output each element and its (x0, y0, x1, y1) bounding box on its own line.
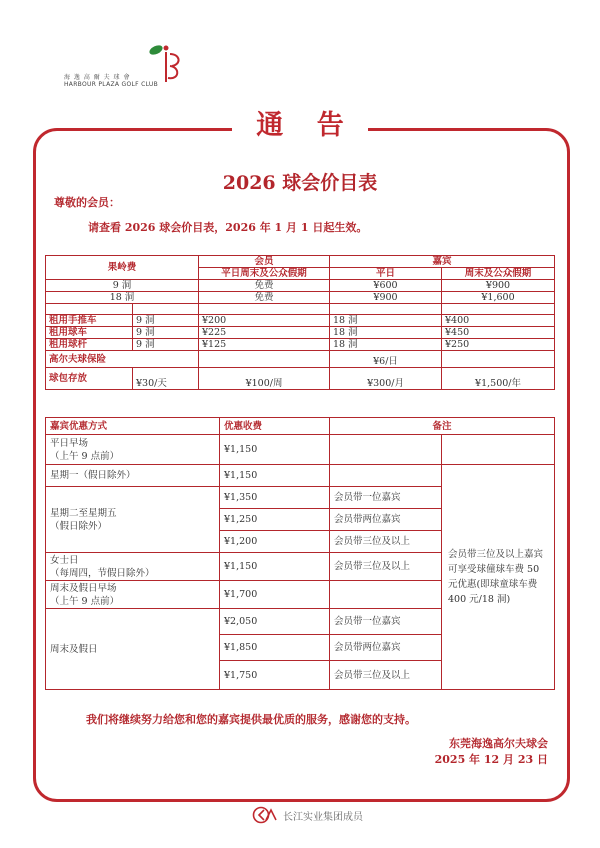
table-row (46, 339, 555, 351)
guest-weekend-cell: ¥900 (442, 280, 555, 292)
table-row (46, 327, 555, 339)
rental-item: 租用球车 (46, 327, 133, 339)
insurance-price: ¥6/日 (330, 351, 442, 368)
discount-method (46, 435, 220, 465)
green-fee-label: 果岭费 (46, 256, 199, 280)
discount-fee: ¥1,350 (220, 487, 330, 509)
golf-club-logo-icon (146, 42, 186, 86)
logo-english-name: HARBOUR PLAZA GOLF CLUB (64, 81, 159, 88)
salutation: 尊敬的会员： (54, 196, 120, 209)
discount-fee: ¥1,200 (220, 531, 330, 553)
guest-weekend-cell: ¥1,600 (442, 292, 555, 304)
discount-fee: ¥1,750 (220, 661, 330, 690)
rental-holes-18: 18 洞 (330, 315, 442, 327)
logo-chinese-name: 海 逸 高 爾 夫 球 會 (64, 74, 131, 81)
discount-method (46, 487, 220, 553)
discount-method: 星期一（假日除外） (46, 465, 220, 487)
discount-fee: ¥1,850 (220, 635, 330, 661)
rental-item: 租用手推车 (46, 315, 133, 327)
bag-storage-weekly: ¥100/周 (199, 368, 330, 390)
discount-fee: ¥1,150 (220, 465, 330, 487)
method-label: 周末及假日早场 (50, 582, 117, 594)
discount-fee: ¥1,150 (220, 435, 330, 465)
rental-holes-18: 18 洞 (330, 339, 442, 351)
discount-method (46, 581, 220, 609)
discount-method (46, 553, 220, 581)
rental-price-18: ¥450 (442, 327, 555, 339)
discount-note: 会员带三位及以上嘉宾可享受球僮球车费 50 元优惠(即球童球车费 400 元/18 洞) (442, 465, 555, 690)
table-row (46, 368, 555, 390)
member-fee-cell: 免费 (199, 280, 330, 292)
discount-fee-header: 优惠收费 (220, 418, 330, 435)
discount-remark: 会员带三位及以上 (330, 531, 442, 553)
rental-holes: 9 洞 (133, 339, 199, 351)
method-sub: （每周四，节假日除外） (50, 567, 155, 579)
table-row (46, 292, 555, 304)
holes-cell: 9 洞 (46, 280, 199, 292)
guest-weekend-header: 周末及公众假期 (442, 268, 555, 280)
rental-price-18: ¥400 (442, 315, 555, 327)
discount-remark: 会员带三位及以上 (330, 661, 442, 690)
discount-remark: 会员带一位嘉宾 (330, 609, 442, 635)
discount-remark: 会员带两位嘉宾 (330, 509, 442, 531)
discount-fee: ¥1,250 (220, 509, 330, 531)
guest-weekday-cell: ¥900 (330, 292, 442, 304)
guest-header: 嘉宾 (330, 256, 555, 268)
rental-price: ¥125 (199, 339, 330, 351)
guest-weekday-header: 平日 (330, 268, 442, 280)
rental-price-18: ¥250 (442, 339, 555, 351)
signer-date: 2025 年 12 月 23 日 (434, 753, 548, 766)
document-title: 2026 球会价目表 (222, 172, 378, 194)
discount-fee: ¥1,150 (220, 553, 330, 581)
discount-remark: 会员带两位嘉宾 (330, 635, 442, 661)
price-table (45, 255, 555, 390)
method-label: 星期二至星期五 (50, 507, 117, 519)
member-header: 会员 (199, 256, 330, 268)
club-logo (64, 42, 204, 92)
table-row (46, 315, 555, 327)
rental-holes: 9 洞 (133, 327, 199, 339)
method-sub: （上午 9 点前） (50, 450, 120, 462)
price-header-row (46, 256, 555, 268)
footer (252, 805, 363, 825)
table-row (46, 351, 555, 368)
method-label: 女士日 (50, 554, 79, 566)
signer-org: 东莞海逸高尔夫球会 (449, 737, 548, 750)
discount-remark: 会员带一位嘉宾 (330, 487, 442, 509)
ck-group-logo-icon (252, 806, 278, 824)
bag-storage-label: 球包存放 (46, 368, 133, 390)
intro-text: 请查看 2026 球会价目表，2026 年 1 月 1 日起生效。 (88, 221, 368, 234)
bag-storage-daily: ¥30/天 (133, 368, 199, 390)
method-sub: （假日除外） (50, 520, 108, 532)
signature-block (435, 736, 548, 768)
table-row (46, 280, 555, 292)
discount-header-row (46, 418, 555, 435)
discount-fee: ¥1,700 (220, 581, 330, 609)
rental-price: ¥200 (199, 315, 330, 327)
table-row (46, 435, 555, 465)
discount-fee: ¥2,050 (220, 609, 330, 635)
discount-table (45, 417, 555, 690)
rental-price: ¥225 (199, 327, 330, 339)
member-subheader: 平日周末及公众假期 (199, 268, 330, 280)
rental-holes: 9 洞 (133, 315, 199, 327)
rental-item: 租用球杆 (46, 339, 133, 351)
method-label: 平日早场 (50, 437, 89, 449)
table-row (46, 465, 555, 487)
bag-storage-yearly: ¥1,500/年 (442, 368, 555, 390)
rental-holes-18: 18 洞 (330, 327, 442, 339)
footer-text: 长江实业集团成员 (283, 811, 363, 823)
spacer-row (46, 304, 555, 315)
discount-method: 周末及假日 (46, 609, 220, 690)
discount-note-header: 备注 (330, 418, 555, 435)
bag-storage-monthly: ¥300/月 (330, 368, 442, 390)
method-sub: （上午 9 点前） (50, 595, 120, 607)
insurance-label: 高尔夫球保险 (46, 351, 199, 368)
notice-title: 通 告 (232, 106, 368, 146)
closing-text: 我们将继续努力给您和您的嘉宾提供最优质的服务，感谢您的支持。 (86, 713, 416, 726)
discount-method-header: 嘉宾优惠方式 (46, 418, 220, 435)
discount-remark: 会员带三位及以上 (330, 553, 442, 581)
guest-weekday-cell: ¥600 (330, 280, 442, 292)
holes-cell: 18 洞 (46, 292, 199, 304)
member-fee-cell: 免费 (199, 292, 330, 304)
